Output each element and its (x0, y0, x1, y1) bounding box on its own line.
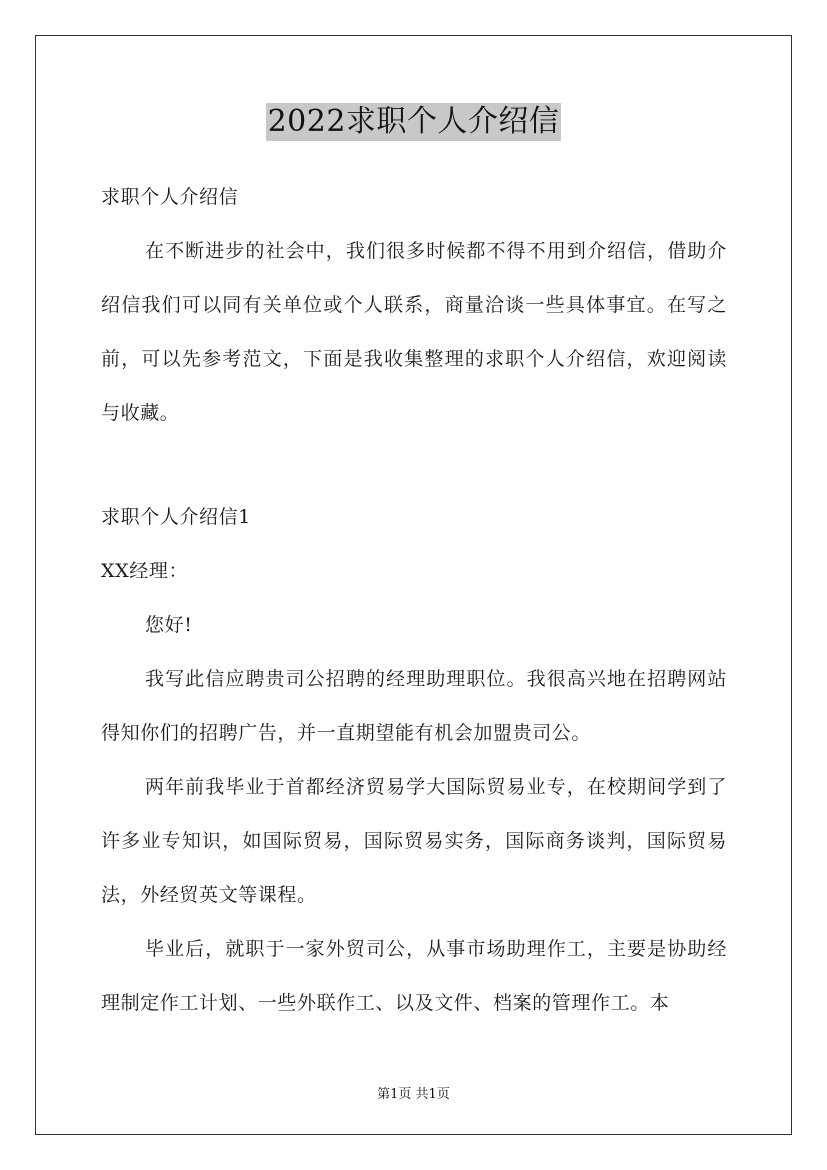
document-body (101, 170, 727, 1030)
page-number-label: 第1页 共1页 (377, 1087, 450, 1102)
section-heading: 求职个人介绍信1 (101, 506, 251, 528)
salutation: XX经理： (101, 560, 189, 582)
intro-paragraph: 在不断进步的社会中，我们很多时候都不得不用到介绍信，借助介绍信我们可以同有关单位或个人联系，商量洽谈一些具体事宜。在写之前，可以先参考范文，下面是我收集整理的求职个人介绍信，欢迎阅读与收藏。 (101, 240, 727, 424)
document-title: 2022求职个人介绍信 (267, 104, 560, 139)
greeting: 您好! (145, 614, 193, 636)
subtitle: 求职个人介绍信 (101, 186, 239, 208)
page-footer (0, 1083, 827, 1102)
body-paragraph: 我写此信应聘贵司公招聘的经理助理职位。我很高兴地在招聘网站得知你们的招聘广告，并一直期望能有机会加盟贵司公。 (101, 668, 727, 744)
body-paragraph: 毕业后，就职于一家外贸司公，从事市场助理作工，主要是协助经理制定作工计划、一些外联作工、以及文件、档案的管理作工。本 (101, 938, 727, 1014)
paragraph-gap (101, 440, 727, 490)
body-paragraph: 两年前我毕业于首都经济贸易学大国际贸易业专，在校期间学到了许多业专知识，如国际贸易，国际贸易实务，国际商务谈判，国际贸易法，外经贸英文等课程。 (101, 776, 727, 906)
title-container (0, 103, 827, 141)
